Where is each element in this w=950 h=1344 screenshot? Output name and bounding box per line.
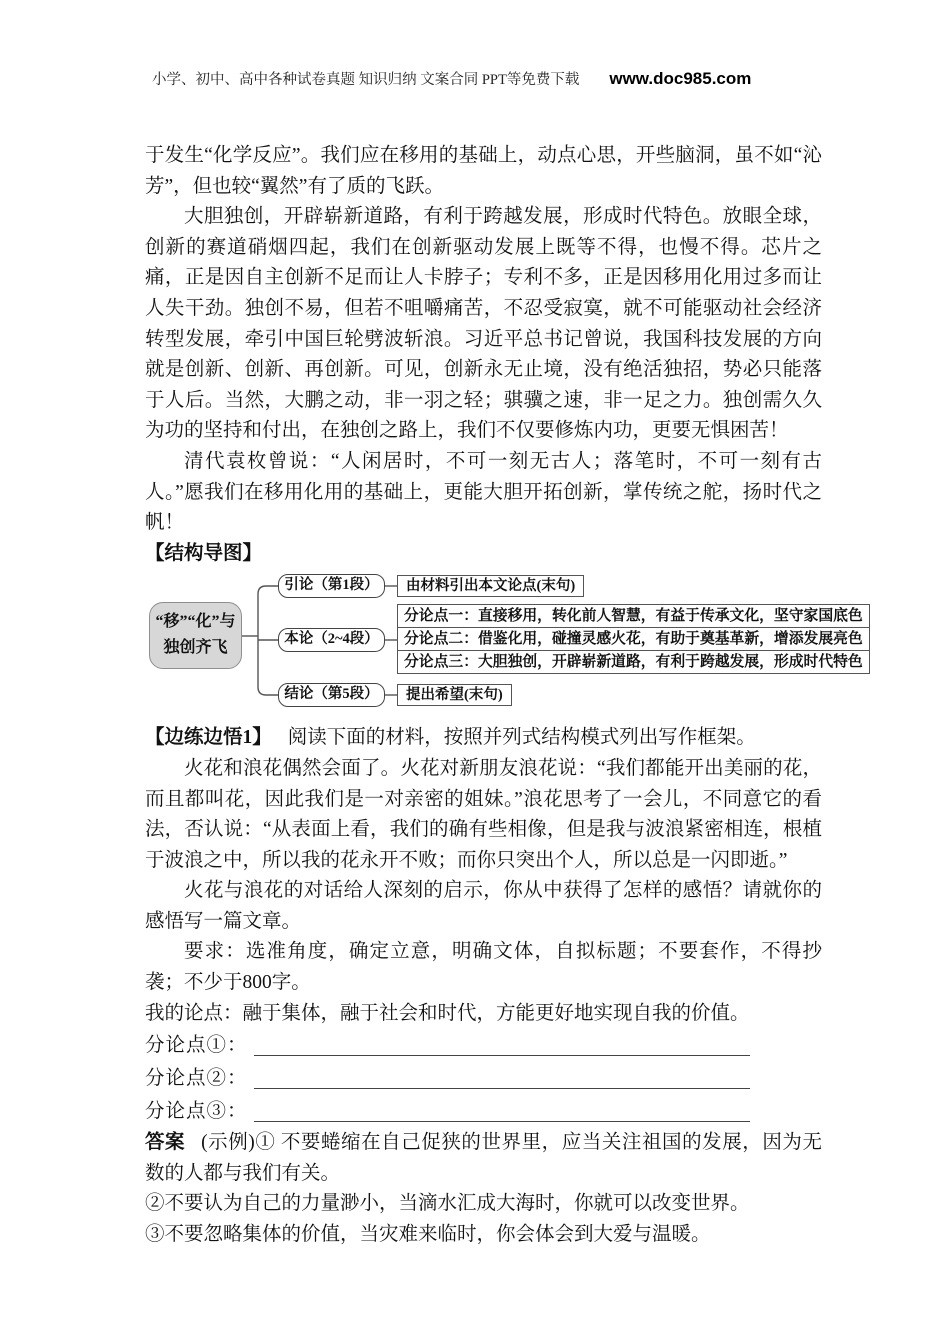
exercise-tag: 【边练边悟1】 <box>145 727 272 749</box>
answer-item-2: ②不要认为自己的力量渺小，当滴水汇成大海时，你就可以改变世界。 <box>145 1193 750 1215</box>
subpoint-blank-row-3 <box>145 1095 822 1128</box>
page-header <box>152 68 812 89</box>
essay-paragraph-continuation: 于发生“化学反应”。我们应在移用的基础上，动点心思，开些脑洞，虽不如“沁芳”，但也较“翼然”有了质的飞跃。 <box>145 145 822 197</box>
answer-item-3: ③不要忽略集体的价值，当灾难来临时，你会体会到大爱与温暖。 <box>145 1224 711 1246</box>
subpoint-1-blank-line[interactable] <box>254 1055 750 1056</box>
exercise-material-prompt: 火花与浪花的对话给人深刻的启示，你从中获得了怎样的感悟？请就你的感悟写一篇文章。 <box>145 880 822 932</box>
diagram-target-introduction: 由材料引出本文论点(末句) <box>397 575 584 597</box>
subpoint-3-blank-line[interactable] <box>254 1121 750 1122</box>
subpoint-2-blank-line[interactable] <box>254 1088 750 1089</box>
answer-label: 答案 <box>145 1132 186 1154</box>
answer-item-1: (示例)① 不要蜷缩在自己促狭的世界里，应当关注祖国的发展，因为无数的人都与我们有关。 <box>145 1132 822 1184</box>
diagram-root-node <box>149 602 242 669</box>
diagram-subpoint-2: 分论点二：借鉴化用，碰撞灵感火花，有助于奠基革新，增添发展亮色 <box>397 627 870 651</box>
subpoint-blank-row-1 <box>145 1029 822 1062</box>
diagram-subpoint-stack <box>397 604 870 674</box>
subpoint-blank-row-2 <box>145 1062 822 1095</box>
my-thesis-label: 我的论点： <box>145 1002 243 1024</box>
structure-map-heading: 【结构导图】 <box>145 542 263 564</box>
site-url-link[interactable]: www.doc985.com <box>609 69 752 88</box>
essay-paragraph-3: 清代袁枚曾说：“人闲居时，不可一刻无古人；落笔时，不可一刻有古人。”愿我们在移用化用的基础上，更能大胆开拓创新，掌传统之舵，扬时代之帆！ <box>145 450 822 534</box>
diagram-branch-main-body: 本论（2~4段） <box>278 628 385 652</box>
diagram-target-conclusion: 提出希望(末句) <box>397 684 512 706</box>
essay-paragraph-2: 大胆独创，开辟崭新道路，有利于跨越发展，形成时代特色。放眼全球，创新的赛道硝烟四起，我们在创新驱动发展上既等不得，也慢不得。芯片之痛，正是因自主创新不足而让人卡脖子；专利不多，正是因移用化用过多而让人失干劲。独创不易，但若不咀嚼痛苦，不忍受寂寞，就不可能驱动社会经济转型发展，牵引中国巨轮劈波斩浪。习近平总书记曾说，我国科技发展的方向就是创新、创新、再创新。可见，创新永无止境，没有绝活独招，势必只能落于人后。当然，大鹏之动，非一羽之轻；骐骥之速，非一足之力。独创需久久为功的坚持和付出，在独创之路上，我们不仅要修炼内功，更要无惧困苦！ <box>145 206 822 442</box>
diagram-root-line1: “移”“化”与 <box>155 613 236 631</box>
diagram-root-line2: 独创齐飞 <box>163 639 228 657</box>
diagram-subpoint-3: 分论点三：大胆独创，开辟崭新道路，有利于跨越发展，形成时代特色 <box>397 650 870 674</box>
subpoint-1-label: 分论点①： <box>145 1035 248 1057</box>
diagram-branch-introduction: 引论（第1段） <box>278 574 385 598</box>
exercise-instruction: 阅读下面的材料，按照并列式结构模式列出写作框架。 <box>287 727 756 749</box>
answer-row <box>145 1128 822 1189</box>
exercise-heading-row <box>145 723 822 754</box>
exercise-requirement: 要求：选准角度，确定立意，明确文体，自拟标题；不要套作，不得抄袭；不少于800字。 <box>145 941 822 994</box>
my-thesis-row <box>145 999 822 1030</box>
document-body <box>145 141 863 1251</box>
subpoint-3-label: 分论点③： <box>145 1101 248 1123</box>
header-promo-text: 小学、初中、高中各种试卷真题 知识归纳 文案合同 PPT等免费下载 <box>152 72 580 88</box>
my-thesis-text: 融于集体，融于社会和时代，方能更好地实现自我的价值。 <box>242 1002 750 1024</box>
subpoint-2-label: 分论点②： <box>145 1068 248 1090</box>
diagram-subpoint-1: 分论点一：直接移用，转化前人智慧，有益于传承文化，坚守家国底色 <box>397 604 870 628</box>
diagram-branch-conclusion: 结论（第5段） <box>278 683 385 707</box>
exercise-material-dialogue: 火花和浪花偶然会面了。火花对新朋友浪花说：“我们都能开出美丽的花，而且都叫花，因此我们是一对亲密的姐妹。”浪花思考了一会儿，不同意它的看法，否认说：“从表面上看，我们的确有些相像，但是我与波浪紧密相连，根植于波浪之中，所以我的花永开不败；而你只突出个人，所以总是一闪即逝。” <box>145 757 822 871</box>
structure-diagram <box>145 571 863 721</box>
